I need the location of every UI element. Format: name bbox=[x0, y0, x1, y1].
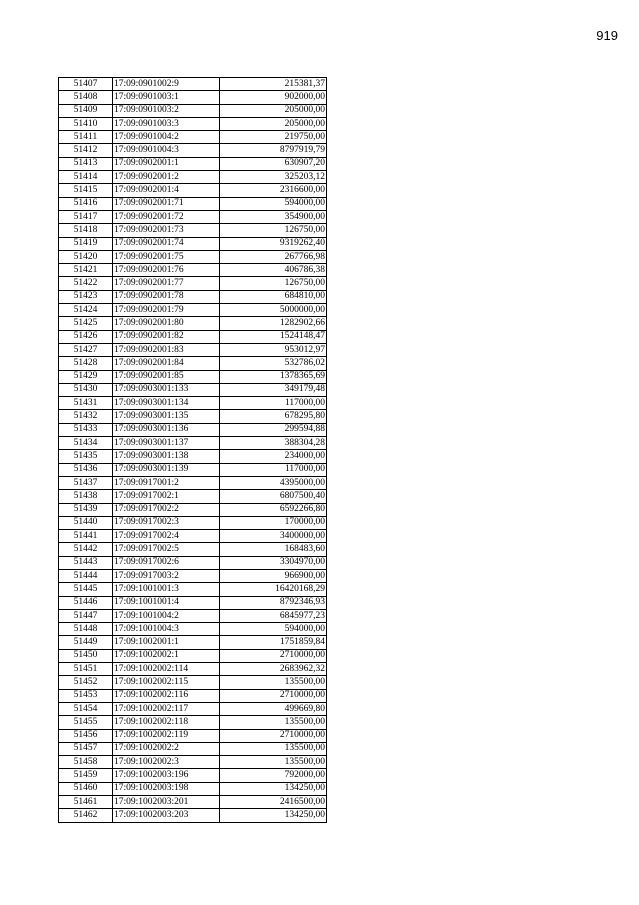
row-number-cell: 51444 bbox=[59, 569, 113, 582]
table-row bbox=[59, 250, 327, 263]
cadastral-value-cell: 2710000,00 bbox=[220, 729, 327, 742]
cadastral-number-cell: 17:09:0903001:136 bbox=[113, 423, 220, 436]
cadastral-value-cell: 3400000,00 bbox=[220, 530, 327, 543]
row-number-cell: 51428 bbox=[59, 357, 113, 370]
table-row bbox=[59, 649, 327, 662]
cadastral-number-cell: 17:09:0917002:3 bbox=[113, 516, 220, 529]
table-row bbox=[59, 636, 327, 649]
cadastral-value-cell: 684810,00 bbox=[220, 290, 327, 303]
cadastral-number-cell: 17:09:1002003:198 bbox=[113, 782, 220, 795]
table-row bbox=[59, 556, 327, 569]
cadastral-value-cell: 325203,12 bbox=[220, 171, 327, 184]
cadastral-number-cell: 17:09:1002002:3 bbox=[113, 756, 220, 769]
table-row bbox=[59, 583, 327, 596]
cadastral-value-cell: 902000,00 bbox=[220, 91, 327, 104]
cadastral-value-cell: 3304970,00 bbox=[220, 556, 327, 569]
cadastral-number-cell: 17:09:1001001:4 bbox=[113, 596, 220, 609]
cadastral-number-cell: 17:09:0903001:134 bbox=[113, 397, 220, 410]
row-number-cell: 51450 bbox=[59, 649, 113, 662]
table-row bbox=[59, 184, 327, 197]
row-number-cell: 51452 bbox=[59, 676, 113, 689]
row-number-cell: 51415 bbox=[59, 184, 113, 197]
cadastral-value-cell: 594000,00 bbox=[220, 197, 327, 210]
table-row bbox=[59, 530, 327, 543]
cadastral-value-cell: 792000,00 bbox=[220, 769, 327, 782]
table-row bbox=[59, 144, 327, 157]
cadastral-value-cell: 117000,00 bbox=[220, 397, 327, 410]
cadastral-number-cell: 17:09:0917002:1 bbox=[113, 490, 220, 503]
table-row bbox=[59, 131, 327, 144]
table-row bbox=[59, 463, 327, 476]
cadastral-number-cell: 17:09:1002002:118 bbox=[113, 716, 220, 729]
cadastral-number-cell: 17:09:0902001:1 bbox=[113, 157, 220, 170]
cadastral-value-cell: 299594,88 bbox=[220, 423, 327, 436]
table-row bbox=[59, 277, 327, 290]
row-number-cell: 51429 bbox=[59, 370, 113, 383]
row-number-cell: 51448 bbox=[59, 623, 113, 636]
cadastral-value-cell: 2683962,32 bbox=[220, 663, 327, 676]
row-number-cell: 51462 bbox=[59, 809, 113, 822]
table-row bbox=[59, 796, 327, 809]
cadastral-number-cell: 17:09:0902001:76 bbox=[113, 264, 220, 277]
table-row bbox=[59, 503, 327, 516]
row-number-cell: 51440 bbox=[59, 516, 113, 529]
table-row bbox=[59, 543, 327, 556]
row-number-cell: 51430 bbox=[59, 383, 113, 396]
row-number-cell: 51457 bbox=[59, 742, 113, 755]
row-number-cell: 51443 bbox=[59, 556, 113, 569]
cadastral-value-cell: 205000,00 bbox=[220, 117, 327, 130]
cadastral-number-cell: 17:09:1002002:116 bbox=[113, 689, 220, 702]
row-number-cell: 51434 bbox=[59, 437, 113, 450]
cadastral-value-cell: 2710000,00 bbox=[220, 689, 327, 702]
row-number-cell: 51411 bbox=[59, 131, 113, 144]
row-number-cell: 51418 bbox=[59, 224, 113, 237]
cadastral-value-cell: 134250,00 bbox=[220, 782, 327, 795]
cadastral-value-cell: 267766,98 bbox=[220, 250, 327, 263]
row-number-cell: 51449 bbox=[59, 636, 113, 649]
table-row bbox=[59, 117, 327, 130]
cadastral-number-cell: 17:09:0902001:77 bbox=[113, 277, 220, 290]
cadastral-value-cell: 6807500,40 bbox=[220, 490, 327, 503]
table-row bbox=[59, 809, 327, 822]
row-number-cell: 51459 bbox=[59, 769, 113, 782]
table-row bbox=[59, 609, 327, 622]
cadastral-number-cell: 17:09:1002002:119 bbox=[113, 729, 220, 742]
table-body bbox=[59, 78, 327, 823]
cadastral-number-cell: 17:09:0902001:79 bbox=[113, 304, 220, 317]
table-row bbox=[59, 516, 327, 529]
cadastral-number-cell: 17:09:0902001:2 bbox=[113, 171, 220, 184]
table-row bbox=[59, 689, 327, 702]
table-row bbox=[59, 423, 327, 436]
cadastral-value-cell: 2416500,00 bbox=[220, 796, 327, 809]
cadastral-number-cell: 17:09:1002002:115 bbox=[113, 676, 220, 689]
cadastral-number-cell: 17:09:0903001:137 bbox=[113, 437, 220, 450]
table-row bbox=[59, 623, 327, 636]
cadastral-number-cell: 17:09:1002003:203 bbox=[113, 809, 220, 822]
cadastral-value-cell: 126750,00 bbox=[220, 277, 327, 290]
cadastral-value-cell: 219750,00 bbox=[220, 131, 327, 144]
row-number-cell: 51427 bbox=[59, 343, 113, 356]
table-row bbox=[59, 476, 327, 489]
page-number: 919 bbox=[596, 28, 618, 43]
cadastral-number-cell: 17:09:0901003:3 bbox=[113, 117, 220, 130]
cadastral-number-cell: 17:09:0901004:3 bbox=[113, 144, 220, 157]
cadastral-number-cell: 17:09:0901002:9 bbox=[113, 78, 220, 91]
cadastral-number-cell: 17:09:0901003:2 bbox=[113, 104, 220, 117]
cadastral-value-cell: 406786,38 bbox=[220, 264, 327, 277]
row-number-cell: 51423 bbox=[59, 290, 113, 303]
cadastral-value-cell: 205000,00 bbox=[220, 104, 327, 117]
row-number-cell: 51438 bbox=[59, 490, 113, 503]
table-row bbox=[59, 716, 327, 729]
cadastral-number-cell: 17:09:1002002:117 bbox=[113, 702, 220, 715]
cadastral-value-cell: 1282902,66 bbox=[220, 317, 327, 330]
row-number-cell: 51441 bbox=[59, 530, 113, 543]
row-number-cell: 51414 bbox=[59, 171, 113, 184]
cadastral-value-cell: 135500,00 bbox=[220, 676, 327, 689]
table-row bbox=[59, 663, 327, 676]
table-row bbox=[59, 78, 327, 91]
table-row bbox=[59, 237, 327, 250]
cadastral-number-cell: 17:09:0902001:84 bbox=[113, 357, 220, 370]
table-row bbox=[59, 756, 327, 769]
cadastral-value-cell: 532786,02 bbox=[220, 357, 327, 370]
row-number-cell: 51442 bbox=[59, 543, 113, 556]
row-number-cell: 51409 bbox=[59, 104, 113, 117]
row-number-cell: 51432 bbox=[59, 410, 113, 423]
table-row bbox=[59, 702, 327, 715]
table-row bbox=[59, 676, 327, 689]
cadastral-number-cell: 17:09:0903001:133 bbox=[113, 383, 220, 396]
table-row bbox=[59, 769, 327, 782]
cadastral-number-cell: 17:09:0902001:80 bbox=[113, 317, 220, 330]
table-row bbox=[59, 343, 327, 356]
cadastral-value-cell: 134250,00 bbox=[220, 809, 327, 822]
cadastral-number-cell: 17:09:0903001:139 bbox=[113, 463, 220, 476]
table-row bbox=[59, 782, 327, 795]
cadastral-number-cell: 17:09:1002002:114 bbox=[113, 663, 220, 676]
table-row bbox=[59, 729, 327, 742]
row-number-cell: 51453 bbox=[59, 689, 113, 702]
cadastral-value-cell: 170000,00 bbox=[220, 516, 327, 529]
cadastral-number-cell: 17:09:0917002:6 bbox=[113, 556, 220, 569]
cadastral-value-cell: 1751859,84 bbox=[220, 636, 327, 649]
table-row bbox=[59, 569, 327, 582]
cadastral-number-cell: 17:09:0902001:75 bbox=[113, 250, 220, 263]
row-number-cell: 51419 bbox=[59, 237, 113, 250]
cadastral-value-cell: 388304,28 bbox=[220, 437, 327, 450]
table-row bbox=[59, 397, 327, 410]
cadastral-number-cell: 17:09:0902001:73 bbox=[113, 224, 220, 237]
row-number-cell: 51447 bbox=[59, 609, 113, 622]
table-row bbox=[59, 437, 327, 450]
cadastral-number-cell: 17:09:0902001:72 bbox=[113, 210, 220, 223]
row-number-cell: 51435 bbox=[59, 450, 113, 463]
table-row bbox=[59, 330, 327, 343]
cadastral-number-cell: 17:09:1001001:3 bbox=[113, 583, 220, 596]
row-number-cell: 51407 bbox=[59, 78, 113, 91]
row-number-cell: 51424 bbox=[59, 304, 113, 317]
cadastral-number-cell: 17:09:0902001:85 bbox=[113, 370, 220, 383]
cadastral-value-cell: 16420168,29 bbox=[220, 583, 327, 596]
cadastral-number-cell: 17:09:0917003:2 bbox=[113, 569, 220, 582]
cadastral-value-cell: 8792346,93 bbox=[220, 596, 327, 609]
table-row bbox=[59, 383, 327, 396]
cadastral-value-cell: 5000000,00 bbox=[220, 304, 327, 317]
cadastral-value-cell: 168483,60 bbox=[220, 543, 327, 556]
row-number-cell: 51420 bbox=[59, 250, 113, 263]
table-row bbox=[59, 490, 327, 503]
cadastral-number-cell: 17:09:0903001:138 bbox=[113, 450, 220, 463]
cadastral-number-cell: 17:09:1002002:1 bbox=[113, 649, 220, 662]
cadastral-value-cell: 1378365,69 bbox=[220, 370, 327, 383]
table-row bbox=[59, 317, 327, 330]
cadastral-value-cell: 215381,37 bbox=[220, 78, 327, 91]
row-number-cell: 51454 bbox=[59, 702, 113, 715]
row-number-cell: 51451 bbox=[59, 663, 113, 676]
cadastral-number-cell: 17:09:0903001:135 bbox=[113, 410, 220, 423]
row-number-cell: 51426 bbox=[59, 330, 113, 343]
cadastral-value-cell: 2710000,00 bbox=[220, 649, 327, 662]
cadastral-value-cell: 354900,00 bbox=[220, 210, 327, 223]
cadastral-number-cell: 17:09:0901003:1 bbox=[113, 91, 220, 104]
cadastral-value-cell: 9319262,40 bbox=[220, 237, 327, 250]
cadastral-number-cell: 17:09:1001004:2 bbox=[113, 609, 220, 622]
cadastral-value-cell: 499669,80 bbox=[220, 702, 327, 715]
row-number-cell: 51436 bbox=[59, 463, 113, 476]
cadastral-value-cell: 1524148,47 bbox=[220, 330, 327, 343]
table-row bbox=[59, 290, 327, 303]
table-row bbox=[59, 264, 327, 277]
row-number-cell: 51421 bbox=[59, 264, 113, 277]
table-row bbox=[59, 91, 327, 104]
table-row bbox=[59, 210, 327, 223]
row-number-cell: 51431 bbox=[59, 397, 113, 410]
cadastral-number-cell: 17:09:0902001:74 bbox=[113, 237, 220, 250]
table-row bbox=[59, 304, 327, 317]
table-row bbox=[59, 410, 327, 423]
row-number-cell: 51410 bbox=[59, 117, 113, 130]
row-number-cell: 51413 bbox=[59, 157, 113, 170]
table-row bbox=[59, 197, 327, 210]
row-number-cell: 51412 bbox=[59, 144, 113, 157]
cadastral-value-cell: 594000,00 bbox=[220, 623, 327, 636]
cadastral-value-cell: 6592266,80 bbox=[220, 503, 327, 516]
cadastral-value-cell: 953012,97 bbox=[220, 343, 327, 356]
cadastral-number-cell: 17:09:0917002:4 bbox=[113, 530, 220, 543]
row-number-cell: 51417 bbox=[59, 210, 113, 223]
table-row bbox=[59, 357, 327, 370]
cadastral-value-cell: 630907,20 bbox=[220, 157, 327, 170]
cadastral-number-cell: 17:09:0917002:5 bbox=[113, 543, 220, 556]
cadastral-number-cell: 17:09:1002003:201 bbox=[113, 796, 220, 809]
cadastral-value-cell: 4395000,00 bbox=[220, 476, 327, 489]
table-row bbox=[59, 742, 327, 755]
cadastral-value-cell: 966900,00 bbox=[220, 569, 327, 582]
cadastral-number-cell: 17:09:0902001:83 bbox=[113, 343, 220, 356]
cadastral-value-cell: 126750,00 bbox=[220, 224, 327, 237]
cadastral-value-cell: 2316600,00 bbox=[220, 184, 327, 197]
table-row bbox=[59, 104, 327, 117]
row-number-cell: 51461 bbox=[59, 796, 113, 809]
cadastral-number-cell: 17:09:1001004:3 bbox=[113, 623, 220, 636]
row-number-cell: 51437 bbox=[59, 476, 113, 489]
row-number-cell: 51439 bbox=[59, 503, 113, 516]
row-number-cell: 51416 bbox=[59, 197, 113, 210]
cadastral-number-cell: 17:09:0902001:78 bbox=[113, 290, 220, 303]
cadastral-value-cell: 135500,00 bbox=[220, 742, 327, 755]
table-row bbox=[59, 450, 327, 463]
row-number-cell: 51456 bbox=[59, 729, 113, 742]
cadastral-number-cell: 17:09:0902001:82 bbox=[113, 330, 220, 343]
table-row bbox=[59, 596, 327, 609]
row-number-cell: 51460 bbox=[59, 782, 113, 795]
row-number-cell: 51433 bbox=[59, 423, 113, 436]
row-number-cell: 51455 bbox=[59, 716, 113, 729]
cadastral-number-cell: 17:09:0917001:2 bbox=[113, 476, 220, 489]
cadastral-value-cell: 6845977,23 bbox=[220, 609, 327, 622]
table-row bbox=[59, 224, 327, 237]
row-number-cell: 51445 bbox=[59, 583, 113, 596]
row-number-cell: 51446 bbox=[59, 596, 113, 609]
cadastral-number-cell: 17:09:1002002:2 bbox=[113, 742, 220, 755]
cadastral-number-cell: 17:09:1002001:1 bbox=[113, 636, 220, 649]
cadastral-number-cell: 17:09:0901004:2 bbox=[113, 131, 220, 144]
table-row bbox=[59, 157, 327, 170]
table-row bbox=[59, 171, 327, 184]
cadastral-value-cell: 117000,00 bbox=[220, 463, 327, 476]
cadastral-number-cell: 17:09:0902001:71 bbox=[113, 197, 220, 210]
cadastral-value-cell: 349179,48 bbox=[220, 383, 327, 396]
cadastral-value-cell: 234000,00 bbox=[220, 450, 327, 463]
cadastral-number-cell: 17:09:1002003:196 bbox=[113, 769, 220, 782]
cadastral-value-cell: 678295,80 bbox=[220, 410, 327, 423]
table-row bbox=[59, 370, 327, 383]
cadastral-number-cell: 17:09:0902001:4 bbox=[113, 184, 220, 197]
cadastral-value-cell: 135500,00 bbox=[220, 716, 327, 729]
row-number-cell: 51408 bbox=[59, 91, 113, 104]
cadastral-value-table bbox=[58, 77, 327, 823]
cadastral-value-cell: 135500,00 bbox=[220, 756, 327, 769]
row-number-cell: 51422 bbox=[59, 277, 113, 290]
row-number-cell: 51458 bbox=[59, 756, 113, 769]
row-number-cell: 51425 bbox=[59, 317, 113, 330]
cadastral-value-cell: 8797919,79 bbox=[220, 144, 327, 157]
cadastral-number-cell: 17:09:0917002:2 bbox=[113, 503, 220, 516]
